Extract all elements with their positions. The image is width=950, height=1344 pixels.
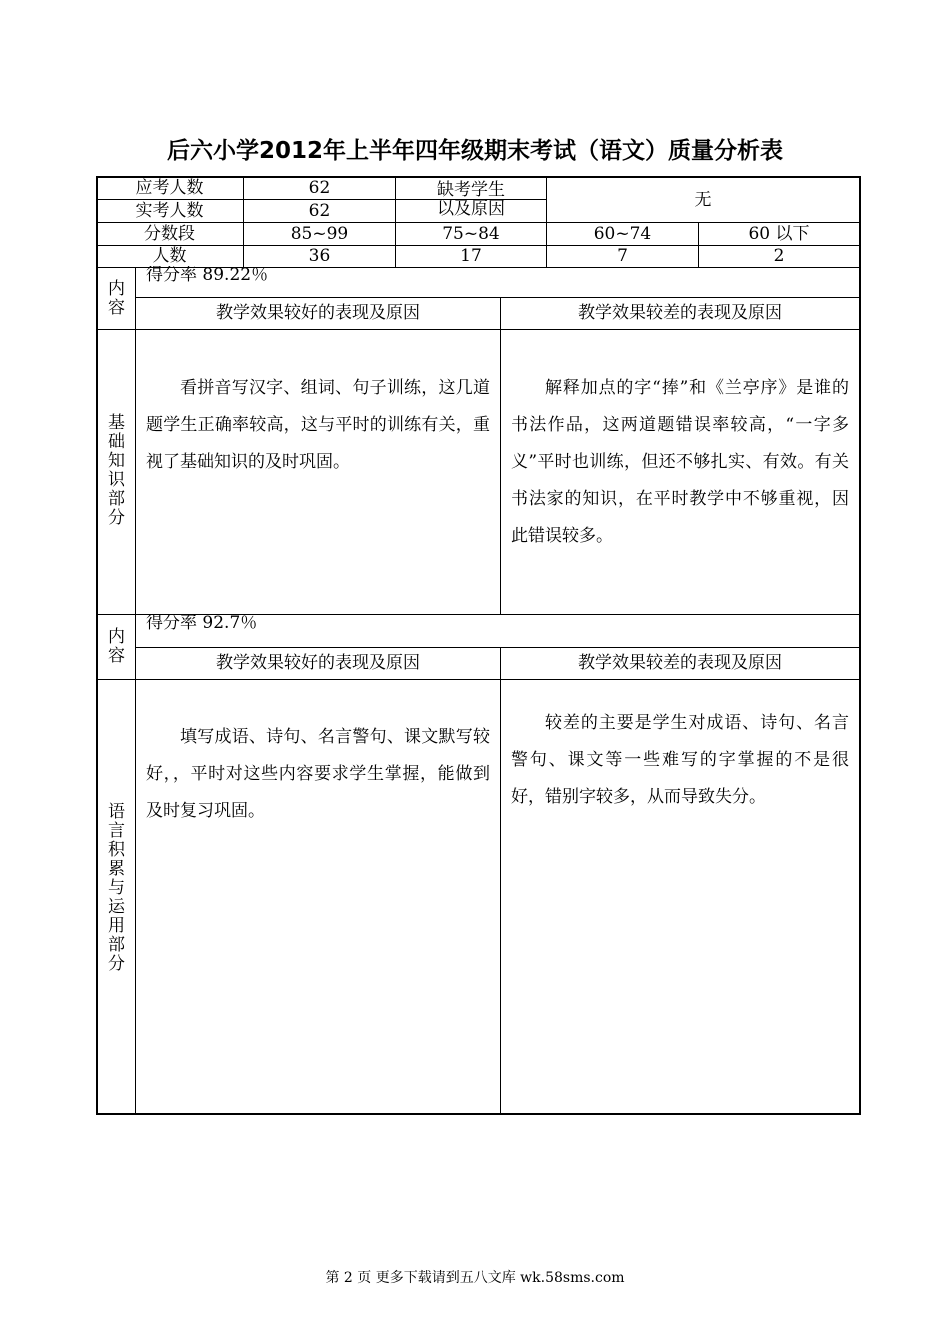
section2-name: 语言积累与运用部分: [108, 802, 125, 974]
student-count-1: 36: [308, 246, 331, 266]
student-count-label: 人数: [152, 246, 187, 266]
section1-bad-text: 解释加点的字“捧”和《兰亭序》是谁的书法作品，这两道题错误率较高，“一字多义”平时也训练，但还不够扎实、有效。有关书法家的知识，在平时教学中不够重视，因此错误较多。: [511, 378, 849, 546]
expected-count-value: 62: [308, 178, 331, 198]
score-band-label: 分数段: [144, 223, 195, 244]
absent-label: [396, 178, 546, 222]
section2-good-text: 填写成语、诗句、名言警句、课文默写较好，，平时对这些内容要求学生掌握，能做到及时复习巩固。: [146, 727, 490, 821]
section2-good-header: 教学效果较好的表现及原因: [216, 653, 420, 673]
section2-bad-header: 教学效果较差的表现及原因: [578, 653, 782, 673]
actual-count-value: 62: [308, 200, 331, 221]
actual-count-label: 实考人数: [135, 200, 204, 221]
student-count-4: 2: [773, 246, 785, 266]
page-title: 后六小学2012年上半年四年级期末考试（语文）质量分析表: [166, 138, 783, 164]
absent-label-line1: 缺考学生: [437, 180, 505, 200]
score-band-2: 75~84: [442, 223, 500, 244]
score-band-3: 60~74: [593, 223, 652, 244]
section2-bad-text: 较差的主要是学生对成语、诗句、名言警句、课文等一些难写的字掌握的不是很好，错别字较多，从而导致失分。: [511, 713, 849, 807]
section1-content-label: 内容: [108, 278, 125, 318]
student-count-3: 7: [617, 246, 628, 266]
score-band-1: 85~99: [290, 223, 349, 244]
section1-good-header: 教学效果较好的表现及原因: [216, 303, 420, 323]
student-count-2: 17: [460, 246, 482, 266]
section1-name: 基础知识部分: [108, 413, 125, 528]
section1-good-text: 看拼音写汉字、组词、句子训练，这几道题学生正确率较高，这与平时的训练有关，重视了基础知识的及时巩固。: [146, 378, 490, 472]
absent-value: 无: [694, 189, 712, 210]
expected-count-label: 应考人数: [135, 178, 204, 198]
score-band-4: 60 以下: [748, 223, 810, 244]
section1-score-rate: 得分率 89.22％: [146, 266, 269, 285]
section2-score-rate: 得分率 92.7％: [146, 614, 258, 633]
page-footer: 第 2 页 更多下载请到五八文库 wk.58sms.com: [325, 1270, 625, 1286]
section1-bad-header: 教学效果较差的表现及原因: [578, 303, 782, 323]
section2-content-label: 内容: [108, 627, 125, 666]
absent-label-line2: 以及原因: [437, 199, 505, 219]
